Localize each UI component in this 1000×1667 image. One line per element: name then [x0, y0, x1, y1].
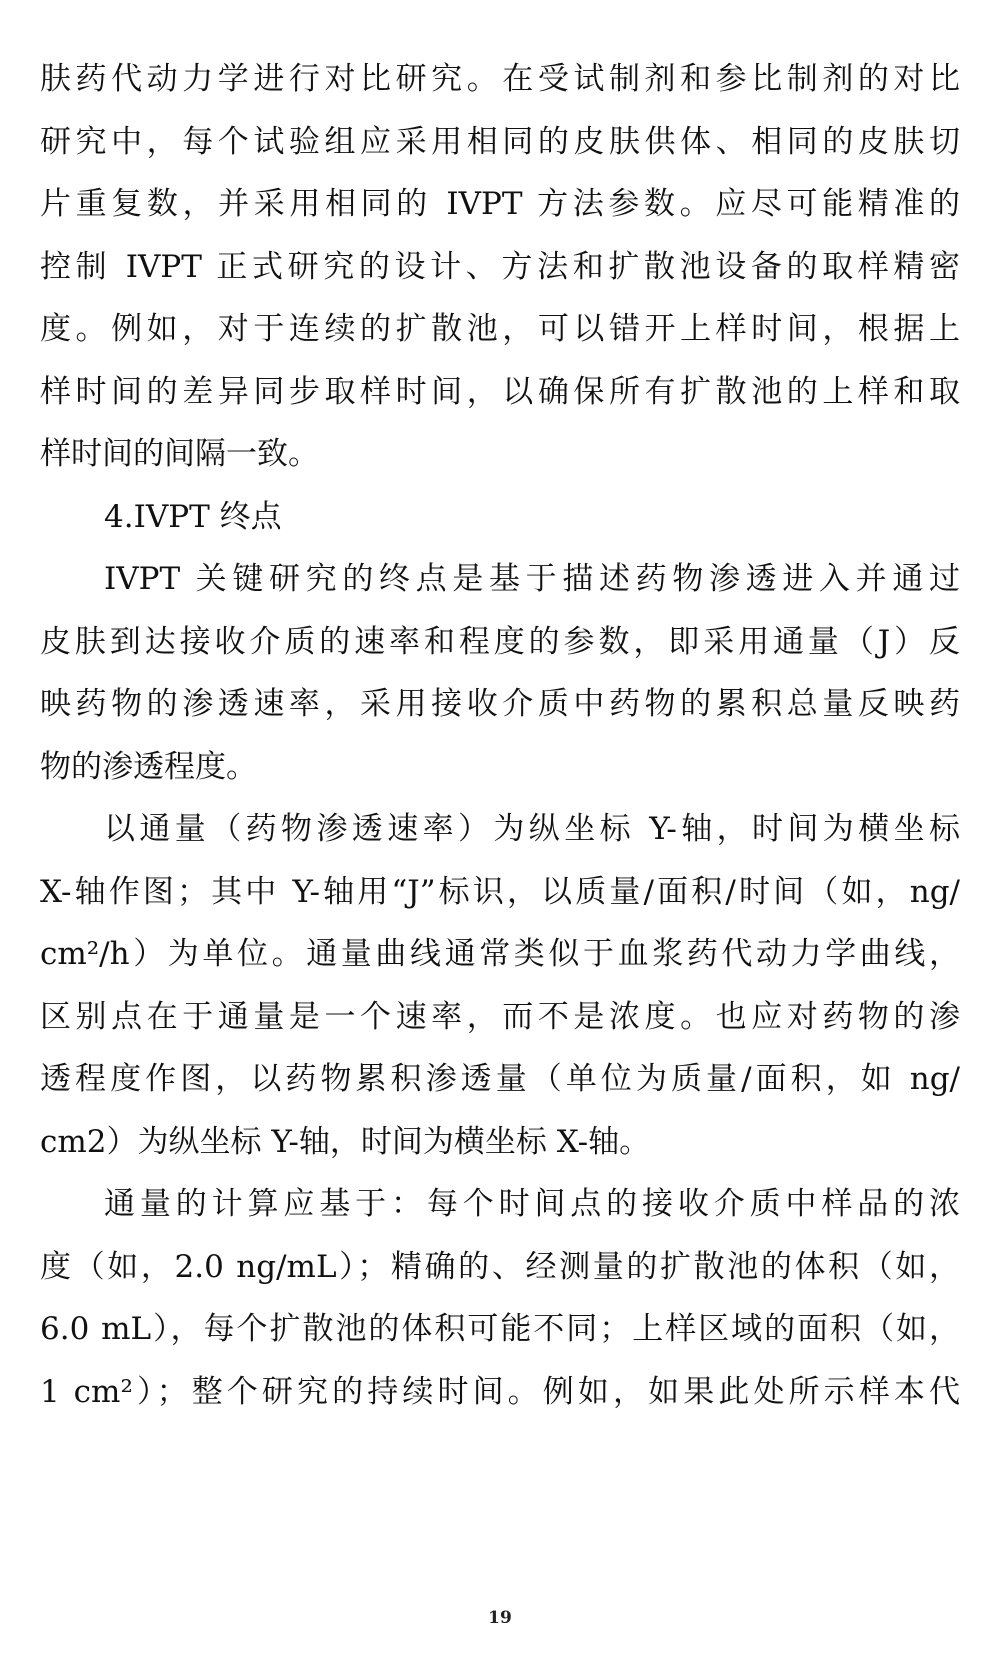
- paragraph-line: 研究中，每个试验组应采用相同的皮肤供体、相同的皮肤切: [40, 123, 960, 160]
- paragraph-line: X-轴作图；其中 Y-轴用“J”标识，以质量/面积/时间（如，ng/: [40, 873, 960, 910]
- paragraph-line: 6.0 mL），每个扩散池的体积可能不同；上样区域的面积（如，: [40, 1311, 960, 1347]
- paragraph-line: 样时间的间隔一致。: [40, 436, 319, 472]
- paragraph-line: 映药物的渗透速率，采用接收介质中药物的累积总量反映药: [40, 686, 960, 722]
- body-text: [40, 48, 960, 1423]
- paragraph-line: 区别点在于通量是一个速率，而不是浓度。也应对药物的渗: [40, 998, 960, 1035]
- paragraph-line: 皮肤到达接收介质的速率和程度的参数，即采用通量（J）反: [40, 623, 960, 660]
- paragraph-line: 物的渗透程度。: [40, 748, 257, 785]
- paragraph-line: 控制 IVPT 正式研究的设计、方法和扩散池设备的取样精密: [40, 248, 960, 285]
- page-number: 19: [488, 1608, 512, 1628]
- paragraph-line: 度（如，2.0 ng/mL）；精确的、经测量的扩散池的体积（如，: [40, 1248, 960, 1285]
- paragraph-line: 透程度作图，以药物累积渗透量（单位为质量/面积，如 ng/: [40, 1061, 960, 1097]
- paragraph-line: cm2）为纵坐标 Y-轴，时间为横坐标 X-轴。: [40, 1123, 651, 1160]
- paragraph-line: 片重复数，并采用相同的 IVPT 方法参数。应尽可能精准的: [40, 186, 960, 222]
- paragraph-line: 通量的计算应基于：每个时间点的接收介质中样品的浓: [104, 1186, 960, 1222]
- paragraph-line: 度。例如，对于连续的扩散池，可以错开上样时间，根据上: [40, 311, 960, 347]
- section-heading: 4.IVPT 终点: [104, 498, 282, 535]
- paragraph-line: 肤药代动力学进行对比研究。在受试制剂和参比制剂的对比: [40, 61, 960, 97]
- paragraph-line: 1 cm²）；整个研究的持续时间。例如，如果此处所示样本代: [40, 1373, 960, 1410]
- paragraph-line: cm²/h）为单位。通量曲线通常类似于血浆药代动力学曲线，: [40, 936, 960, 972]
- paragraph-line: 样时间的差异同步取样时间，以确保所有扩散池的上样和取: [40, 373, 960, 410]
- paragraph-line: 以通量（药物渗透速率）为纵坐标 Y-轴，时间为横坐标: [104, 811, 960, 847]
- paragraph-line: IVPT 关键研究的终点是基于描述药物渗透进入并通过: [104, 561, 960, 597]
